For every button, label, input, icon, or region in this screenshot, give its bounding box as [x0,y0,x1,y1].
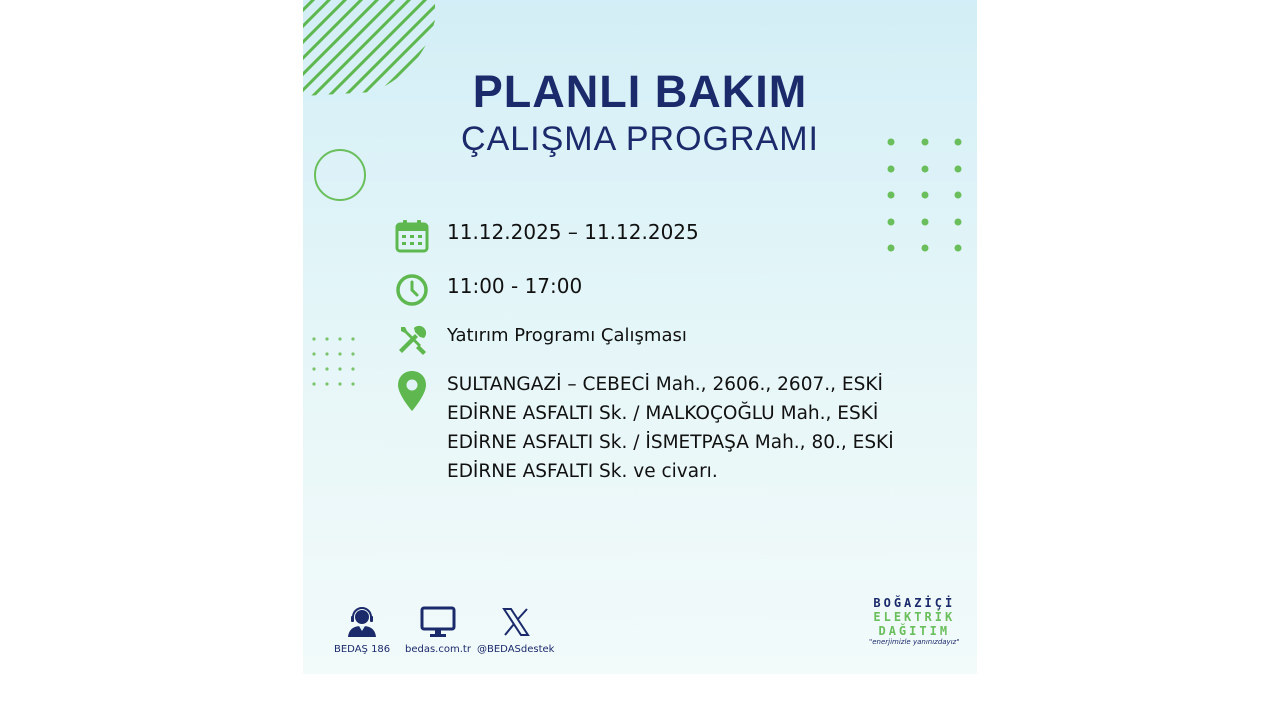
location-pin-icon [395,370,429,412]
website-label: bedas.com.tr [405,644,471,655]
time-row [395,272,582,308]
social-link[interactable] [477,606,554,655]
brand-line-2: ELEKTRİK [873,610,956,624]
address-line: EDİRNE ASFALTI Sk. / İSMETPAŞA Mah., 80., ESKİ [447,432,894,453]
decorative-dot-grid-left [311,336,361,390]
address-line: EDİRNE ASFALTI Sk. ve civarı. [447,461,718,482]
website-link[interactable] [405,606,471,655]
social-label: @BEDASdestek [477,644,555,655]
page-title: PLANLI BAKIM [472,66,808,117]
support-contact[interactable] [334,606,390,655]
address-line: SULTANGAZİ – CEBECİ Mah., 2606., 2607., ESKİ [447,374,883,395]
clock-icon [395,272,429,308]
address-row [395,370,917,486]
announcement-card [303,0,977,674]
address-block [447,370,917,486]
headset-agent-icon [345,606,379,638]
monitor-icon [420,606,456,638]
address-line: EDİRNE ASFALTI Sk. / MALKOÇOĞLU Mah., ESKİ [447,403,879,424]
brand-logo [869,596,960,646]
work-type-row [395,322,687,358]
brand-line-3: DAĞITIM [878,624,951,638]
date-range: 11.12.2025 – 11.12.2025 [447,220,699,244]
time-range: 11:00 - 17:00 [447,274,583,298]
date-row [395,218,699,254]
page-subtitle: ÇALIŞMA PROGRAMI [461,120,819,158]
x-logo-icon [499,606,533,638]
brand-line-1: BOĞAZİÇİ [873,596,956,610]
support-label: BEDAŞ 186 [334,644,391,655]
calendar-icon [395,218,429,254]
brand-slogan: "enerjimizle yanınızdayız" [869,638,960,646]
work-type: Yatırım Programı Çalışması [447,325,687,346]
tools-icon [395,322,429,358]
